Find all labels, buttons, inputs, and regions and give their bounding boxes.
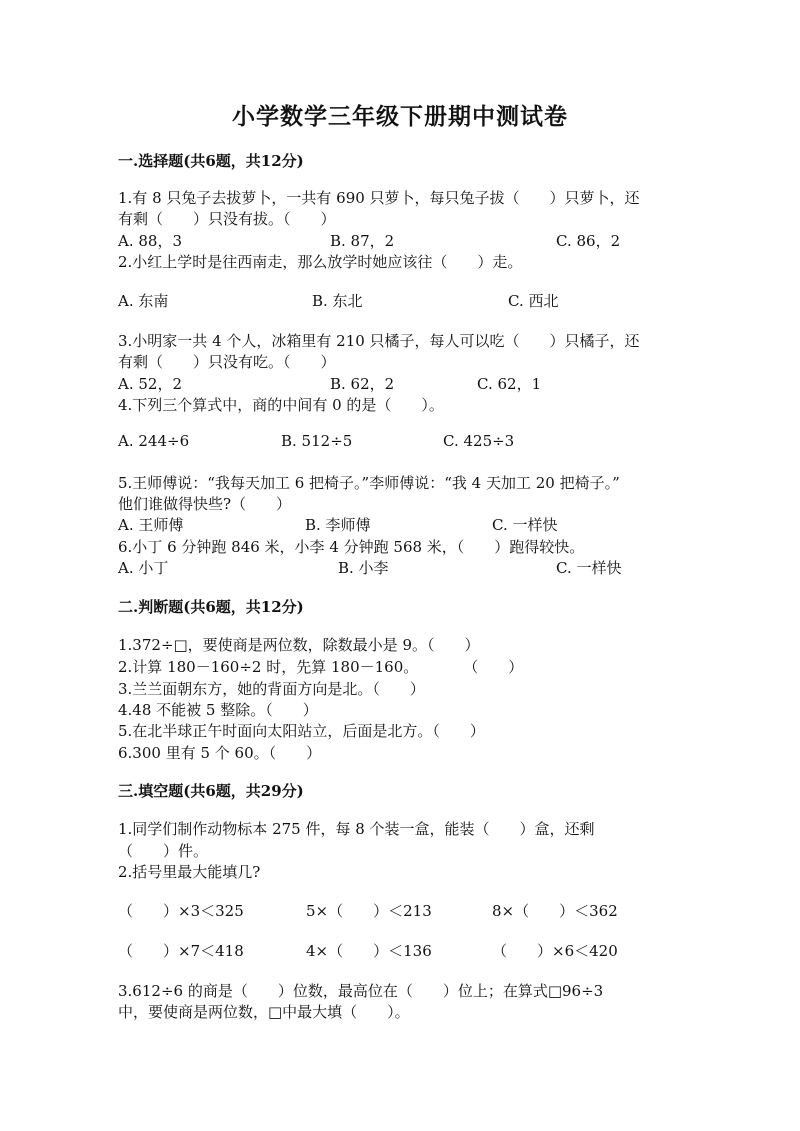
choice-q5-option-b: B. 李师傅	[305, 516, 371, 534]
choice-q4-option-c: C. 425÷3	[443, 432, 515, 450]
fill-q2-row1-item3: 8×（ ）＜362	[492, 902, 618, 920]
section-heading-choice: 一.选择题(共6题，共12分)	[118, 152, 304, 170]
choice-q1-option-b: B. 87，2	[330, 232, 395, 250]
fill-q2-row1-item2: 5×（ ）＜213	[306, 902, 432, 920]
choice-q3-line1: 3.小明家一共 4 个人，冰箱里有 210 只橘子，每人可以吃（ ）只橘子，还	[118, 332, 640, 350]
choice-q2-option-c: C. 西北	[508, 292, 559, 310]
choice-q4-option-b: B. 512÷5	[281, 432, 353, 450]
judge-item-6: 6.300 里有 5 个 60。（ ）	[118, 744, 322, 762]
judge-item-3: 3.兰兰面朝东方，她的背面方向是北。（ ）	[118, 680, 425, 698]
choice-q1-line1: 1.有 8 只兔子去拔萝卜，一共有 690 只萝卜，每只兔子拔（ ）只萝卜，还	[118, 189, 640, 207]
choice-q5-line2: 他们谁做得快些?（ ）	[118, 495, 292, 513]
choice-q6-option-a: A. 小丁	[118, 559, 169, 577]
choice-q3-line2: 有剩（ ）只没有吃。（ ）	[118, 353, 336, 371]
choice-q4-line: 4.下列三个算式中，商的中间有 0 的是（ ）。	[118, 396, 444, 414]
section-heading-judge: 二.判断题(共6题，共12分)	[118, 598, 304, 616]
choice-q5-line1: 5.王师傅说：“我每天加工 6 把椅子。”李师傅说：“我 4 天加工 20 把椅子。”	[118, 474, 620, 492]
choice-q3-option-a: A. 52，2	[118, 375, 182, 393]
choice-q1-option-c: C. 86，2	[556, 232, 621, 250]
choice-q6-option-b: B. 小李	[338, 559, 389, 577]
choice-q5-option-a: A. 王师傅	[118, 516, 184, 534]
choice-q6-option-c: C. 一样快	[556, 559, 622, 577]
judge-item-4: 4.48 不能被 5 整除。（ ）	[118, 701, 318, 719]
choice-q2-line: 2.小红上学时是往西南走，那么放学时她应该往（ ）走。	[118, 253, 523, 271]
choice-q2-option-a: A. 东南	[118, 292, 169, 310]
fill-q2-row2-item2: 4×（ ）＜136	[306, 942, 432, 960]
section-heading-fill: 三.填空题(共6题，共29分)	[118, 782, 304, 800]
judge-item-1: 1.372÷□，要使商是两位数，除数最小是 9。（ ）	[118, 636, 480, 654]
choice-q3-option-c: C. 62，1	[477, 375, 542, 393]
page-title: 小学数学三年级下册期中测试卷	[232, 103, 568, 130]
fill-q2-row1-item1: （ ）×3＜325	[118, 902, 244, 920]
choice-q3-option-b: B. 62，2	[330, 375, 395, 393]
choice-q2-option-b: B. 东北	[312, 292, 363, 310]
fill-q1-line1: 1.同学们制作动物标本 275 件，每 8 个装一盒，能装（ ）盒，还剩	[118, 820, 595, 838]
fill-q3-line2: 中，要使商是两位数，□中最大填（ ）。	[118, 1003, 410, 1021]
choice-q5-option-c: C. 一样快	[492, 516, 558, 534]
choice-q4-option-a: A. 244÷6	[118, 432, 190, 450]
fill-q1-line2: （ ）件。	[118, 842, 209, 860]
fill-q2-row2-item1: （ ）×7＜418	[118, 942, 244, 960]
choice-q1-option-a: A. 88，3	[118, 232, 182, 250]
fill-q3-line1: 3.612÷6 的商是（ ）位数，最高位在（ ）位上；在算式□96÷3	[118, 982, 604, 1000]
choice-q1-line2: 有剩（ ）只没有拔。（ ）	[118, 210, 336, 228]
judge-item-2: 2.计算 180－160÷2 时，先算 180－160。 （ ）	[118, 658, 524, 676]
fill-q2-row2-item3: （ ）×6＜420	[492, 942, 618, 960]
choice-q6-line: 6.小丁 6 分钟跑 846 米，小李 4 分钟跑 568 米，（ ）跑得较快。	[118, 538, 585, 556]
judge-item-5: 5.在北半球正午时面向太阳站立，后面是北方。（ ）	[118, 722, 485, 740]
fill-q2-line: 2.括号里最大能填几?	[118, 863, 261, 881]
